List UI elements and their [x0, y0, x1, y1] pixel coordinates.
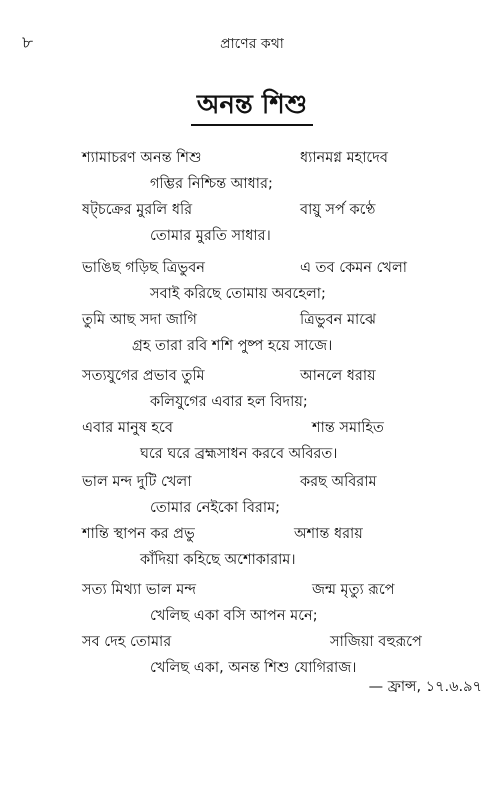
line-text-indented: সবাই করিছে তোমায় অবহেলা;: [150, 286, 326, 302]
poem-title: অনন্ত শিশু: [191, 88, 313, 126]
running-title: প্রাণের কথা: [220, 36, 284, 52]
line-text-indented: খেলিছ একা, অনন্ত শিশু যোগিরাজ।: [150, 660, 357, 676]
stanza-3: [0, 362, 504, 466]
poem-line: [0, 602, 504, 628]
poem-line: [0, 144, 504, 170]
poem-line: [0, 468, 504, 494]
stanza-2: [0, 254, 504, 358]
poem-line: [0, 362, 504, 388]
poem-line: [0, 306, 504, 332]
poem-line: [0, 332, 504, 358]
line-text-indented: তোমার নেইকো বিরাম;: [150, 500, 281, 516]
line-text: সব দেহ তোমার: [82, 634, 172, 650]
poem-line: [0, 280, 504, 306]
line-text: ভাল মন্দ দুটি খেলা: [82, 474, 192, 490]
line-text: এবার মানুষ হবে: [82, 420, 173, 436]
line-text: সত্য মিথ্যা ভাল মন্দ: [82, 582, 196, 598]
line-text-indented: কাঁদিয়া কহিছে অশোকারাম।: [140, 552, 296, 568]
poem-line: [0, 440, 504, 466]
line-text: ষট্‌চক্রের মুরলি ধরি: [82, 202, 193, 218]
stanza-1: [0, 144, 504, 248]
signature-date: — ফ্রান্স, ১৭.৬.৯৭: [368, 679, 482, 695]
poem-line: [0, 546, 504, 572]
line-text: সত্যযুগের প্রভাব তুমি: [82, 368, 205, 384]
poem-line: [0, 222, 504, 248]
line-text: ভাঙিছ গড়িছ ত্রিভুবন: [82, 260, 205, 276]
line-text-right: ধ্যানমগ্ন মহাদেব: [300, 150, 388, 166]
poem-line: [0, 576, 504, 602]
line-text-indented: তোমার মুরতি সাধার।: [150, 228, 271, 244]
poem-line: [0, 414, 504, 440]
page-number: ৮: [22, 33, 34, 53]
poem-line: [0, 388, 504, 414]
poem-title-wrap: [0, 88, 504, 126]
poem-line: [0, 196, 504, 222]
stanza-5: [0, 576, 504, 680]
poem-line: [0, 254, 504, 280]
poem-line: [0, 494, 504, 520]
line-text: শ্যামাচরণ অনন্ত শিশু: [82, 150, 202, 166]
line-text-right: আনলে ধরায়: [300, 368, 376, 384]
line-text-indented: গম্ভির নিশ্চিন্ত আধার;: [150, 176, 273, 192]
line-text-right: এ তব কেমন খেলা: [300, 260, 407, 276]
line-text-indented: গ্রহ তারা রবি শশি পুষ্প হয়ে সাজে।: [132, 338, 333, 354]
line-text-indented: খেলিছ একা বসি আপন মনে;: [150, 608, 318, 624]
line-text-right: জন্ম মৃত্যু রূপে: [312, 582, 395, 598]
line-text-indented: ঘরে ঘরে ব্রহ্মসাধন করবে অবিরত।: [140, 446, 338, 462]
line-text-right: শান্ত সমাহিত: [312, 420, 384, 436]
line-text-right: ত্রিভুবন মাঝে: [300, 312, 376, 328]
poem-line: [0, 520, 504, 546]
line-text-right: সাজিয়া বহুরূপে: [330, 634, 422, 650]
line-text: শান্তি স্থাপন কর প্রভু: [82, 526, 195, 542]
line-text: তুমি আছ সদা জাগি: [82, 312, 197, 328]
line-text-right: করছ অবিরাম: [300, 474, 377, 490]
line-text-right: অশান্ত ধরায়: [294, 526, 363, 542]
line-text-right: বায়ু সর্প কণ্ঠে: [300, 202, 376, 218]
poem-line: [0, 628, 504, 654]
line-text-indented: কলিযুগের এবার হল বিদায়;: [150, 394, 308, 410]
stanza-4: [0, 468, 504, 572]
poem-line: [0, 170, 504, 196]
